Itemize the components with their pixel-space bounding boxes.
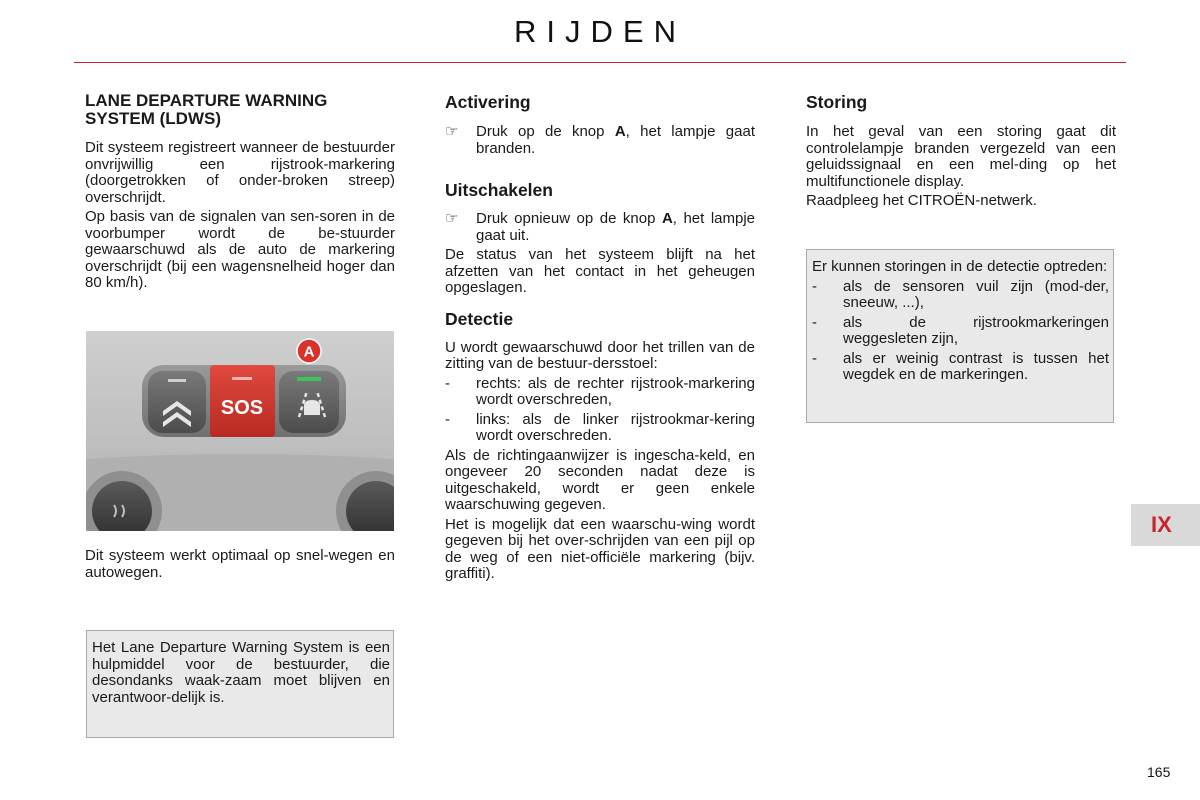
- note-text-left: Het Lane Departure Warning System is een hulpmiddel voor de bestuurder, die desondanks waak-zaam moet blijven en verantwoor-delijk is.: [92, 639, 390, 706]
- column-right: [806, 92, 1116, 210]
- graffiti-paragraph: Het is mogelijk dat een waarschu-wing wordt gegeven bij het over-schrijden van een pijl op de weg of een niet-officiële markering (bijv. graffiti).: [445, 515, 755, 582]
- page-number: 165: [1147, 764, 1171, 780]
- chapter-tab: [1131, 504, 1200, 546]
- richtingaanwijzer-paragraph: Als de richtingaanwijzer is ingescha-keld, en ongeveer 20 seconden nadat deze is uitgeschakeld, wordt er geen enkele waarschuwing gegeven.: [445, 446, 755, 513]
- bullet-uitschakelen: ☞ Druk opnieuw op de knop A, het lampje gaat uit.: [445, 210, 756, 244]
- note-box-left: [86, 630, 394, 738]
- column-middle: [445, 92, 755, 583]
- header-divider: [74, 62, 1126, 63]
- detectie-intro: U wordt gewaarschuwd door het trillen van de zitting van de bestuur-dersstoel:: [445, 338, 755, 372]
- callout-a: A: [303, 343, 315, 361]
- note-box-right: [806, 249, 1114, 423]
- column-left: [85, 92, 395, 292]
- bullet-activering: ☞ Druk op de knop A, het lampje gaat branden.: [445, 123, 755, 157]
- list-item: - als er weinig contrast is tussen het wegdek en de markeringen.: [812, 349, 1109, 383]
- intro-paragraph: Dit systeem registreert wanneer de bestuurder onvrijwillig een rijstrook-markering (doorgetrokken of onder-broken streep) overschrijdt.: [85, 139, 395, 206]
- ldws-button-photo: [86, 331, 394, 531]
- page-title: RIJDEN: [514, 14, 686, 49]
- note-intro: Er kunnen storingen in de detectie optreden:: [812, 258, 1108, 275]
- section-title-detectie: Detectie: [445, 308, 514, 329]
- storing-paragraph: In het geval van een storing gaat dit controlelampje branden vergezeld van een geluidssignaal en een mel-ding op het multifunctionele display.: [806, 123, 1116, 190]
- key-a: A: [661, 210, 673, 227]
- section-title-storing: Storing: [806, 92, 868, 112]
- list-item: - links: als de linker rijstrookmar-kering wordt overschreden.: [445, 410, 755, 444]
- section-heading-ldws: LANE DEPARTURE WARNING SYSTEM (LDWS): [85, 91, 328, 128]
- section-title-activering: Activering: [445, 92, 531, 112]
- pointing-hand-icon: ☞: [445, 123, 459, 140]
- pointing-hand-icon: ☞: [445, 210, 459, 227]
- network-paragraph: Raadpleeg het CITROËN-netwerk.: [806, 192, 1037, 209]
- section-title-uitschakelen: Uitschakelen: [445, 180, 553, 200]
- sos-label: SOS: [220, 397, 264, 419]
- status-paragraph: De status van het systeem blijft na het afzetten van het contact in het geheugen opgeslagen.: [445, 246, 755, 296]
- key-a: A: [614, 123, 626, 140]
- list-item: - als de sensoren vuil zijn (mod-der, sneeuw, ...),: [812, 277, 1109, 311]
- list-item: - rechts: als de rechter rijstrook-markering wordt overschreden,: [445, 374, 755, 408]
- chapter-tab-label: IX: [1151, 512, 1172, 537]
- sensor-paragraph: Op basis van de signalen van sen-soren in de voorbumper wordt de be-stuurder gewaarschuwd als de auto de markering overschrijdt (bij een wagensnelheid hoger dan 80 km/h).: [85, 208, 395, 291]
- list-item: - als de rijstrookmarkeringen weggesleten zijn,: [812, 313, 1109, 347]
- usage-paragraph: Dit systeem werkt optimaal op snel-wegen en autowegen.: [85, 547, 395, 581]
